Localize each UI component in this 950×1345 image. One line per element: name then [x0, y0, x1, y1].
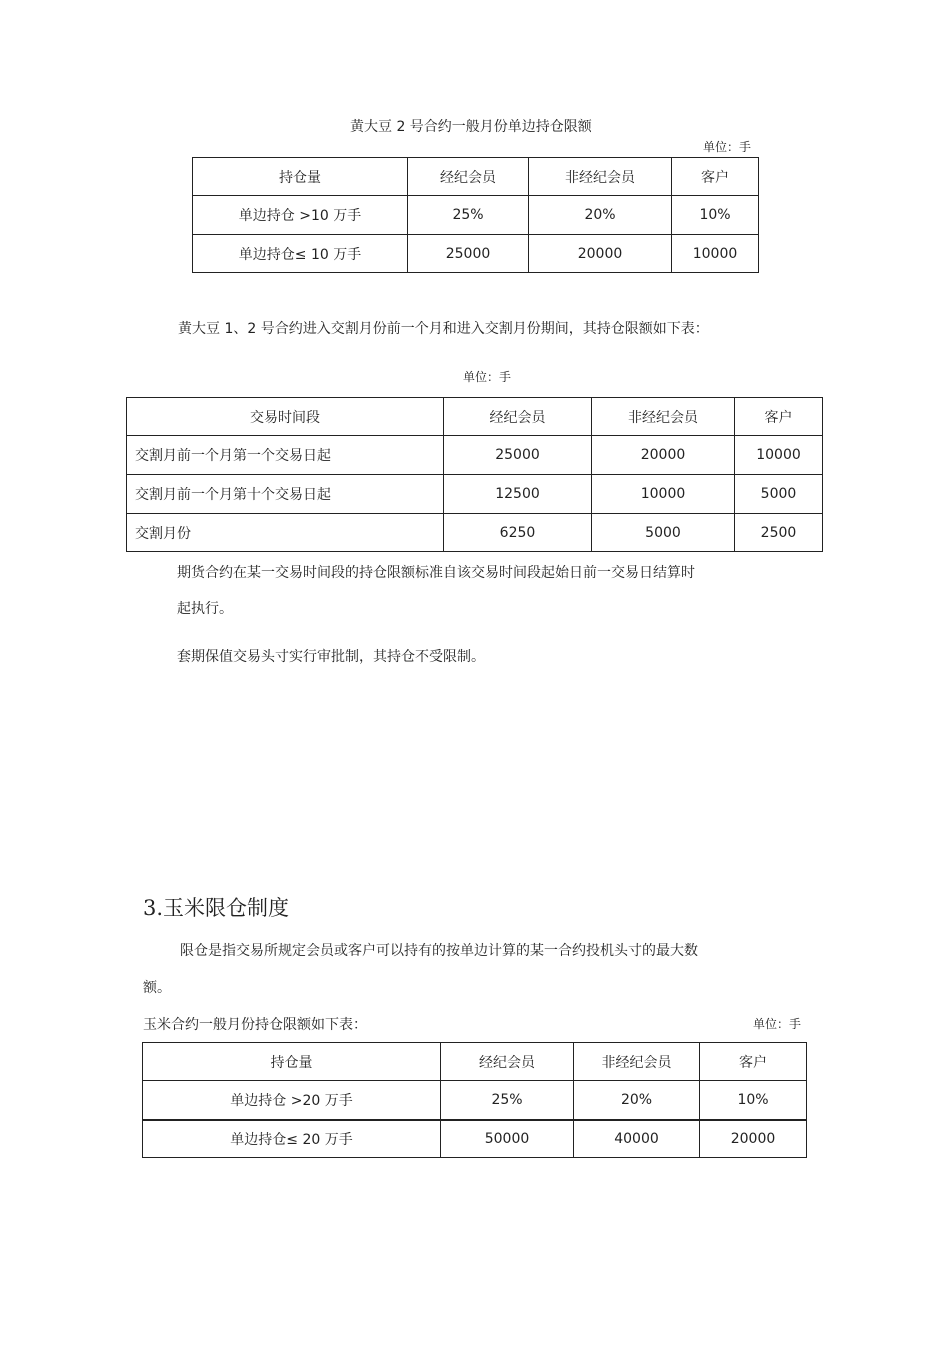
table-cell: 2500 [735, 514, 823, 552]
header-cell: 持仓量 [143, 1043, 441, 1081]
table-cell: 12500 [444, 475, 592, 514]
table-cell: 5000 [735, 475, 823, 514]
table-row [193, 235, 759, 273]
table-row [193, 196, 759, 235]
table1-unit: 单位：手 [703, 140, 752, 154]
table-header-row [193, 158, 759, 196]
table-cell: 20000 [529, 235, 672, 273]
table-cell: 单边持仓≤ 10 万手 [193, 235, 408, 273]
table-cell: 6250 [444, 514, 592, 552]
table-cell: 10000 [592, 475, 735, 514]
yellow-soybean-2-limit-table [192, 157, 759, 273]
table1-caption: 黄大豆 2 号合约一般月份单边持仓限额 [350, 119, 592, 135]
table-row [143, 1120, 807, 1158]
delivery-intro: 黄大豆 1、2 号合约进入交割月份前一个月和进入交割月份期间，其持仓限额如下表： [178, 321, 709, 337]
header-cell: 客户 [672, 158, 759, 196]
table-header-row [143, 1043, 807, 1081]
table-header-row [127, 398, 823, 436]
header-cell: 经纪会员 [444, 398, 592, 436]
table-cell: 25000 [408, 235, 529, 273]
header-cell: 交易时间段 [127, 398, 444, 436]
table-cell: 20% [529, 196, 672, 235]
header-cell: 经纪会员 [441, 1043, 574, 1081]
table3-caption: 玉米合约一般月份持仓限额如下表： [143, 1017, 367, 1033]
header-cell: 非经纪会员 [592, 398, 735, 436]
table-cell: 20000 [592, 436, 735, 475]
corn-para-line-1: 限仓是指交易所规定会员或客户可以持有的按单边计算的某一合约投机头寸的最大数 [180, 943, 698, 959]
header-cell: 非经纪会员 [574, 1043, 700, 1081]
table-cell: 20% [574, 1081, 700, 1120]
table-cell: 交割月份 [127, 514, 444, 552]
corn-limit-table [142, 1042, 807, 1158]
header-cell: 持仓量 [193, 158, 408, 196]
table-cell: 50000 [441, 1120, 574, 1158]
table-cell: 10000 [672, 235, 759, 273]
table2-unit: 单位：手 [463, 370, 512, 384]
note-line-1: 期货合约在某一交易时间段的持仓限额标准自该交易时间段起始日前一交易日结算时 [177, 565, 695, 581]
table-cell: 20000 [700, 1120, 807, 1158]
table-cell: 5000 [592, 514, 735, 552]
table-cell: 交割月前一个月第十个交易日起 [127, 475, 444, 514]
table-cell: 单边持仓 >20 万手 [143, 1081, 441, 1120]
table-cell: 10000 [735, 436, 823, 475]
table-cell: 10% [700, 1081, 807, 1120]
table-row [127, 436, 823, 475]
table-cell: 10% [672, 196, 759, 235]
table-cell: 交割月前一个月第一个交易日起 [127, 436, 444, 475]
table3-unit: 单位：手 [753, 1017, 802, 1031]
header-cell: 客户 [700, 1043, 807, 1081]
table-cell: 25000 [444, 436, 592, 475]
table-row [127, 475, 823, 514]
table-cell: 40000 [574, 1120, 700, 1158]
table-cell: 单边持仓≤ 20 万手 [143, 1120, 441, 1158]
hedge-note: 套期保值交易头寸实行审批制，其持仓不受限制。 [177, 649, 485, 665]
table-row [127, 514, 823, 552]
header-cell: 非经纪会员 [529, 158, 672, 196]
corn-para-line-2: 额。 [143, 980, 171, 996]
table-cell: 25% [441, 1081, 574, 1120]
table-cell: 25% [408, 196, 529, 235]
table-row [143, 1081, 807, 1120]
header-cell: 经纪会员 [408, 158, 529, 196]
corn-limit-heading: 3.玉米限仓制度 [143, 896, 290, 920]
delivery-period-limit-table [126, 397, 823, 552]
note-line-2: 起执行。 [177, 601, 233, 617]
header-cell: 客户 [735, 398, 823, 436]
table-cell: 单边持仓 >10 万手 [193, 196, 408, 235]
